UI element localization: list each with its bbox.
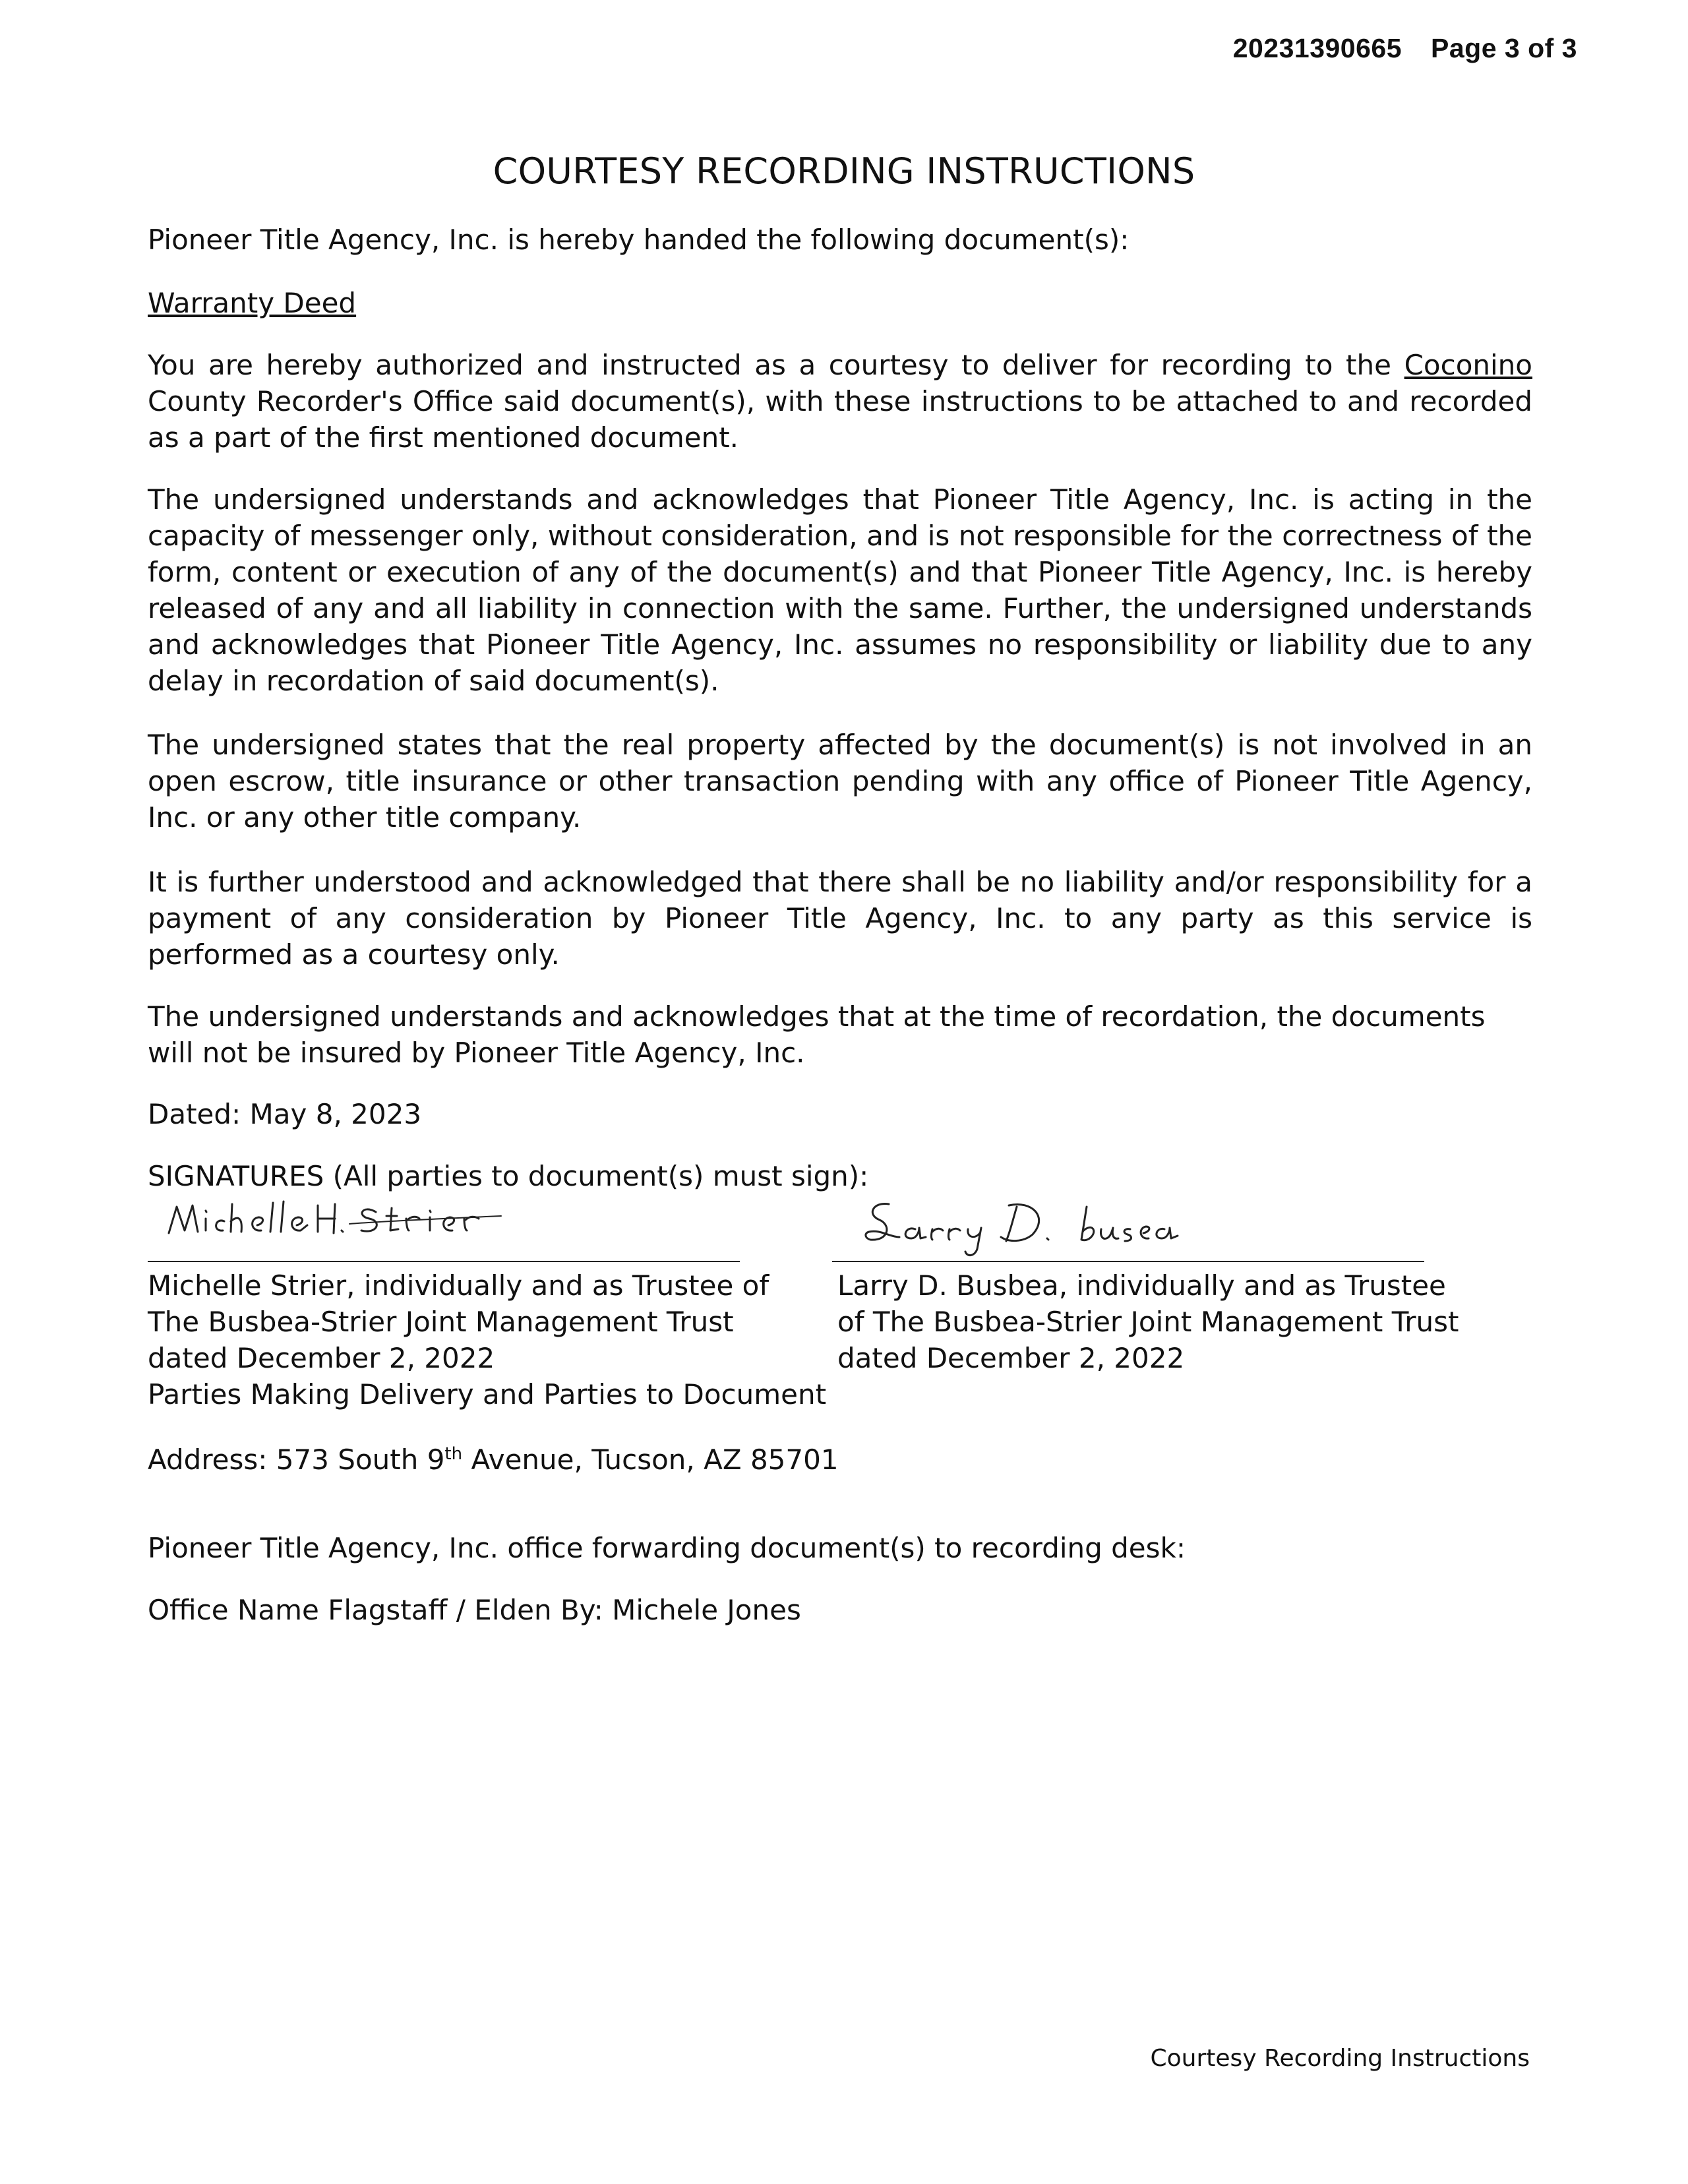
right-handwritten-signature bbox=[860, 1191, 1203, 1263]
page-indicator: Page 3 of 3 bbox=[1431, 33, 1577, 63]
address-superscript: th bbox=[444, 1444, 463, 1464]
right-signer-line-3: dated December 2, 2022 bbox=[837, 1342, 1185, 1374]
document-name-block bbox=[148, 285, 1532, 321]
insured-paragraph: The undersigned understands and acknowledges that at the time of recordation, the documents will not be insured by Pioneer Title Agency, Inc. bbox=[148, 1000, 1486, 1069]
right-signer-line-2: of The Busbea-Strier Joint Management Trust bbox=[837, 1306, 1459, 1338]
right-signature-line bbox=[832, 1261, 1424, 1262]
signatures-heading: SIGNATURES (All parties to document(s) must sign): bbox=[148, 1160, 869, 1192]
dated-line: Dated: May 8, 2023 bbox=[148, 1098, 422, 1130]
left-signer-line-4: Parties Making Delivery and Parties to Document bbox=[148, 1378, 827, 1410]
left-signer-line-3: dated December 2, 2022 bbox=[148, 1342, 495, 1374]
property-paragraph: The undersigned states that the real property affected by the document(s) is not involved in an open escrow, title insurance or other transaction pending with any office of Pioneer Title Agency, Inc. or any other title company. bbox=[148, 729, 1532, 834]
address-line bbox=[148, 1441, 1532, 1478]
page-title: COURTESY RECORDING INSTRUCTIONS bbox=[493, 150, 1195, 192]
left-signer-line-2: The Busbea-Strier Joint Management Trust bbox=[148, 1306, 734, 1338]
page-footer: Courtesy Recording Instructions bbox=[1150, 2045, 1530, 2072]
right-signer-line-1: Larry D. Busbea, individually and as Trustee bbox=[837, 1269, 1446, 1302]
document-name: Warranty Deed bbox=[148, 287, 357, 319]
authorization-paragraph bbox=[148, 347, 1532, 456]
forwarding-line: Pioneer Title Agency, Inc. office forwarding document(s) to recording desk: bbox=[148, 1532, 1186, 1564]
left-handwritten-signature bbox=[165, 1192, 508, 1252]
office-line: Office Name Flagstaff / Elden By: Michele Jones bbox=[148, 1594, 801, 1626]
recording-header bbox=[1233, 33, 1577, 64]
authorization-text-before: You are hereby authorized and instructed as a courtesy to deliver for recording to the bbox=[148, 349, 1404, 381]
liability-paragraph: It is further understood and acknowledged that there shall be no liability and/or responsibility for a payment of any consideration by Pioneer Title Agency, Inc. to any party as this service is performed as a courtesy only. bbox=[148, 866, 1532, 971]
authorization-text-after: County Recorder's Office said document(s), with these instructions to be attached to and recorded as a part of the first mentioned document. bbox=[148, 385, 1532, 454]
intro-paragraph: Pioneer Title Agency, Inc. is hereby handed the following document(s): bbox=[148, 224, 1130, 256]
messenger-paragraph: The undersigned understands and acknowledges that Pioneer Title Agency, Inc. is acting in the capacity of messenger only, without consideration, and is not responsible for the correctness of the form, content or execution of any of the document(s) and that Pioneer Title Agency, Inc. is hereby released of any and all liability in connection with the same. Further, the undersigned understands and acknowledges that Pioneer Title Agency, Inc. assumes no responsibility or liability due to any delay in recordation of said document(s). bbox=[148, 483, 1532, 697]
left-signer-line-1: Michelle Strier, individually and as Trustee of bbox=[148, 1269, 769, 1302]
left-signature-line bbox=[148, 1261, 740, 1262]
address-rest: Avenue, Tucson, AZ 85701 bbox=[462, 1443, 839, 1476]
county-name: Coconino bbox=[1404, 349, 1532, 381]
left-signer-caption bbox=[148, 1267, 826, 1412]
recording-number: 20231390665 bbox=[1232, 33, 1402, 63]
right-signer-caption bbox=[837, 1267, 1459, 1376]
address-label: Address: 573 South 9 bbox=[148, 1443, 445, 1476]
